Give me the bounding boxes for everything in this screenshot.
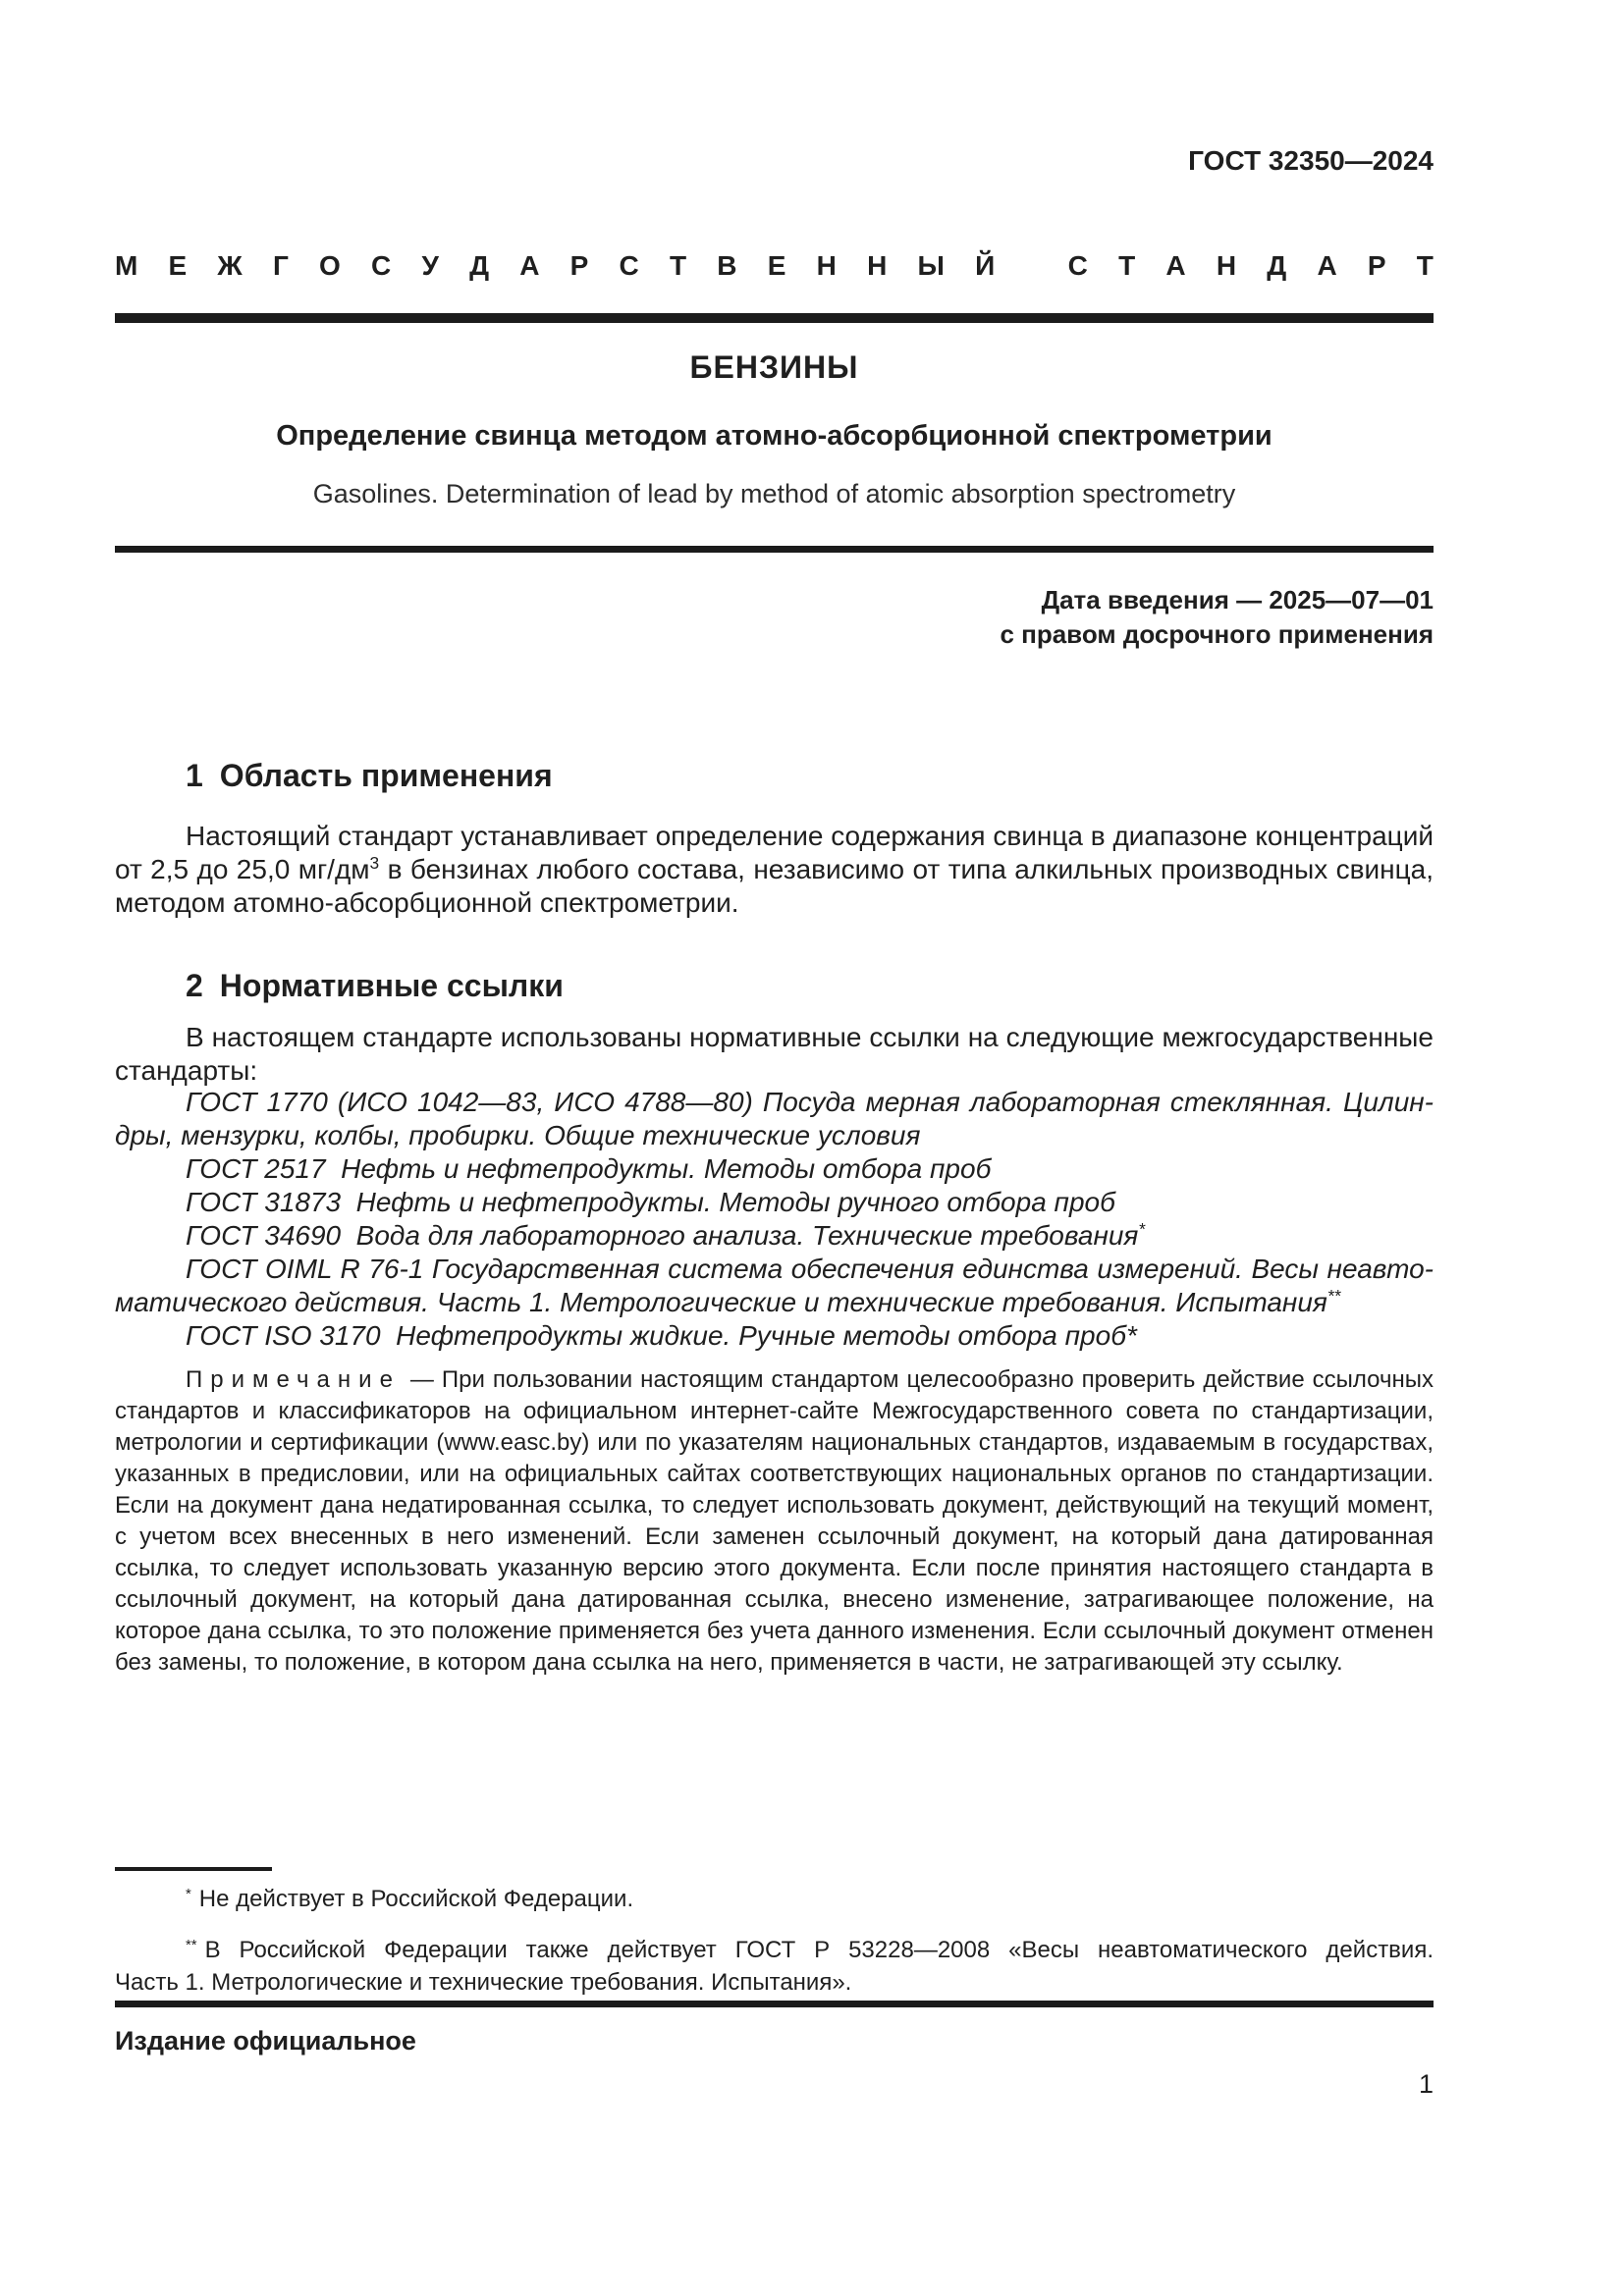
scope-text-before-sup: Настоящий стандарт устанавливает определение содержания свинца в диапазоне концентраций от 2,5 до 25,0 мг/дм <box>115 821 1434 884</box>
banner-letter: С <box>371 250 392 281</box>
scope-text-after-sup: в бензинах любого состава, независимо от типа алкильных производных свинца, методом атомно-абсорбционной спектрометрии. <box>115 854 1434 918</box>
banner-letter: Г <box>272 250 289 281</box>
references-intro: В настоящем стандарте использованы нормативные ссылки на следующие межгосударственные стандарты: <box>115 1022 1434 1086</box>
footnote-marker-ref: ** <box>1326 1286 1341 1307</box>
footnote-1-line <box>115 1883 1434 1915</box>
banner-letter: Н <box>867 250 888 281</box>
reference-line: ГОСТ 1770 (ИСО 1042—83, ИСО 4788—80) Посуда мерная лабораторная стеклянная. Цилин- <box>186 1087 1434 1117</box>
title-ru-sub: Определение свинца методом атомно-абсорбционной спектрометрии <box>276 420 1272 452</box>
edition-note: Издание официальное <box>115 2026 416 2056</box>
banner-letter: О <box>319 250 341 281</box>
banner-letter: Н <box>1216 250 1237 281</box>
footnote-2 <box>115 1934 1434 1999</box>
note-text: — При пользовании настоящим стандартом целесообразно проверить действие ссылочных стандартов и классификаторов на официальном интернет-сайте Межгосударственного совета по стандартизации, метрологии и сертификации (www.easc.by) или по указателям национальных стандартов, издаваемым в государствах, указанных в предисловии, или на официальных сайтах соответствующих национальных органов по стандартизации. Если на документ дана недатированная ссылка, то следует использовать документ, действующий на текущий момент, с учетом всех внесенных в него изменений. Если заменен ссылочный документ, на который дана датированная ссылка, то следует использовать указанную версию этого документа. Если после принятия настоящего стандарта в ссылочный документ, на который дана датированная ссылка, внесено изменение, затрагивающее положение, на которое дана ссылка, то это положение применяется без учета данного изменения. Если ссылочный документ отменен без замены, то положение, в котором дана ссылка на него, применяется в части, не затрагивающей эту ссылку. <box>115 1366 1434 1676</box>
scope-paragraph <box>115 820 1434 920</box>
banner-letter: С <box>1067 250 1088 281</box>
banner-letter: Й <box>975 250 996 281</box>
footnote-1-text: Не действует в Российской Федерации. <box>198 1886 634 1912</box>
banner-word-gap <box>1025 251 1037 281</box>
footnote-2-line-1 <box>115 1934 1434 1966</box>
reference-line: дры, мензурки, колбы, пробирки. Общие технические условия <box>115 1120 921 1150</box>
banner-letter: Д <box>469 250 490 281</box>
banner-letter: А <box>519 250 540 281</box>
banner-letter: А <box>1317 250 1337 281</box>
footnote-1 <box>115 1883 1434 1915</box>
footnote-2-marker: ** <box>186 1937 197 1953</box>
date-line-1: Дата введения — 2025—07—01 <box>1041 585 1434 614</box>
references-list <box>115 1086 1434 1353</box>
banner-letter: Н <box>816 250 837 281</box>
section-2-heading <box>115 968 1434 1004</box>
section-2-title: Нормативные ссылки <box>219 968 564 1003</box>
note-label: Примечание <box>186 1366 401 1393</box>
reference-text: матического действия. Часть 1. Метрологические и технические требования. Испытания <box>115 1287 1327 1317</box>
title-ru-main: БЕНЗИНЫ <box>689 349 859 385</box>
reference-line <box>115 1219 1434 1253</box>
banner-letter: Е <box>168 250 188 281</box>
banner-letter: Т <box>1416 250 1434 281</box>
banner-letter: Ы <box>917 250 945 281</box>
page-content <box>115 0 1434 2296</box>
reference-line: ГОСТ 31873 Нефть и нефтепродукты. Методы ручного отбора проб <box>186 1187 1115 1217</box>
reference-line: ГОСТ OIML R 76-1 Государственная система обеспечения единства измерений. Весы неавто- <box>186 1254 1434 1284</box>
section-1-title: Область применения <box>219 758 553 793</box>
section-1-number: 1 <box>186 758 203 793</box>
banner-letter: Р <box>569 250 589 281</box>
superscript-3: 3 <box>369 853 380 874</box>
footer-rule <box>115 2001 1434 2007</box>
banner-letter: С <box>619 250 639 281</box>
banner-letter: Е <box>767 250 786 281</box>
footnote-1-marker: * <box>186 1886 191 1902</box>
banner-letter: А <box>1165 250 1186 281</box>
page-number: 1 <box>1418 2069 1434 2099</box>
date-line-2: с правом досрочного применения <box>1000 619 1434 649</box>
reference-line: ГОСТ ISO 3170 Нефтепродукты жидкие. Ручные методы отбора проб* <box>186 1320 1137 1351</box>
date-block <box>115 583 1434 652</box>
footnote-rule <box>115 1867 272 1871</box>
section-2-number: 2 <box>186 968 203 1003</box>
section-1-heading <box>115 758 1434 794</box>
banner-letter: У <box>421 250 439 281</box>
title-en: Gasolines. Determination of lead by method of atomic absorption spectrometry <box>312 479 1236 508</box>
banner-letter: Т <box>1118 250 1136 281</box>
banner-letter: Д <box>1267 250 1287 281</box>
banner-letter: Р <box>1367 250 1386 281</box>
banner-letter: В <box>717 250 737 281</box>
doc-number: ГОСТ 32350—2024 <box>1188 145 1434 176</box>
reference-line <box>115 1286 1434 1319</box>
banner-letter: Ж <box>217 250 243 281</box>
note-paragraph <box>115 1364 1434 1679</box>
reference-line: ГОСТ 2517 Нефть и нефтепродукты. Методы отбора проб <box>186 1153 992 1184</box>
banner-letter: Т <box>669 250 687 281</box>
banner-letter: М <box>115 250 138 281</box>
footnote-marker-ref: * <box>1138 1219 1146 1240</box>
footnote-2-text-line-1: В Российской Федерации также действует ГОСТ Р 53228—2008 «Весы неавтоматического действия. <box>204 1937 1434 1963</box>
title-rule <box>115 546 1434 553</box>
header-banner <box>115 251 1434 281</box>
footnote-2-line-2: Часть 1. Метрологические и технические требования. Испытания». <box>115 1969 852 1996</box>
header-rule <box>115 313 1434 323</box>
reference-text: ГОСТ 34690 Вода для лабораторного анализа. Технические требования <box>186 1220 1139 1251</box>
